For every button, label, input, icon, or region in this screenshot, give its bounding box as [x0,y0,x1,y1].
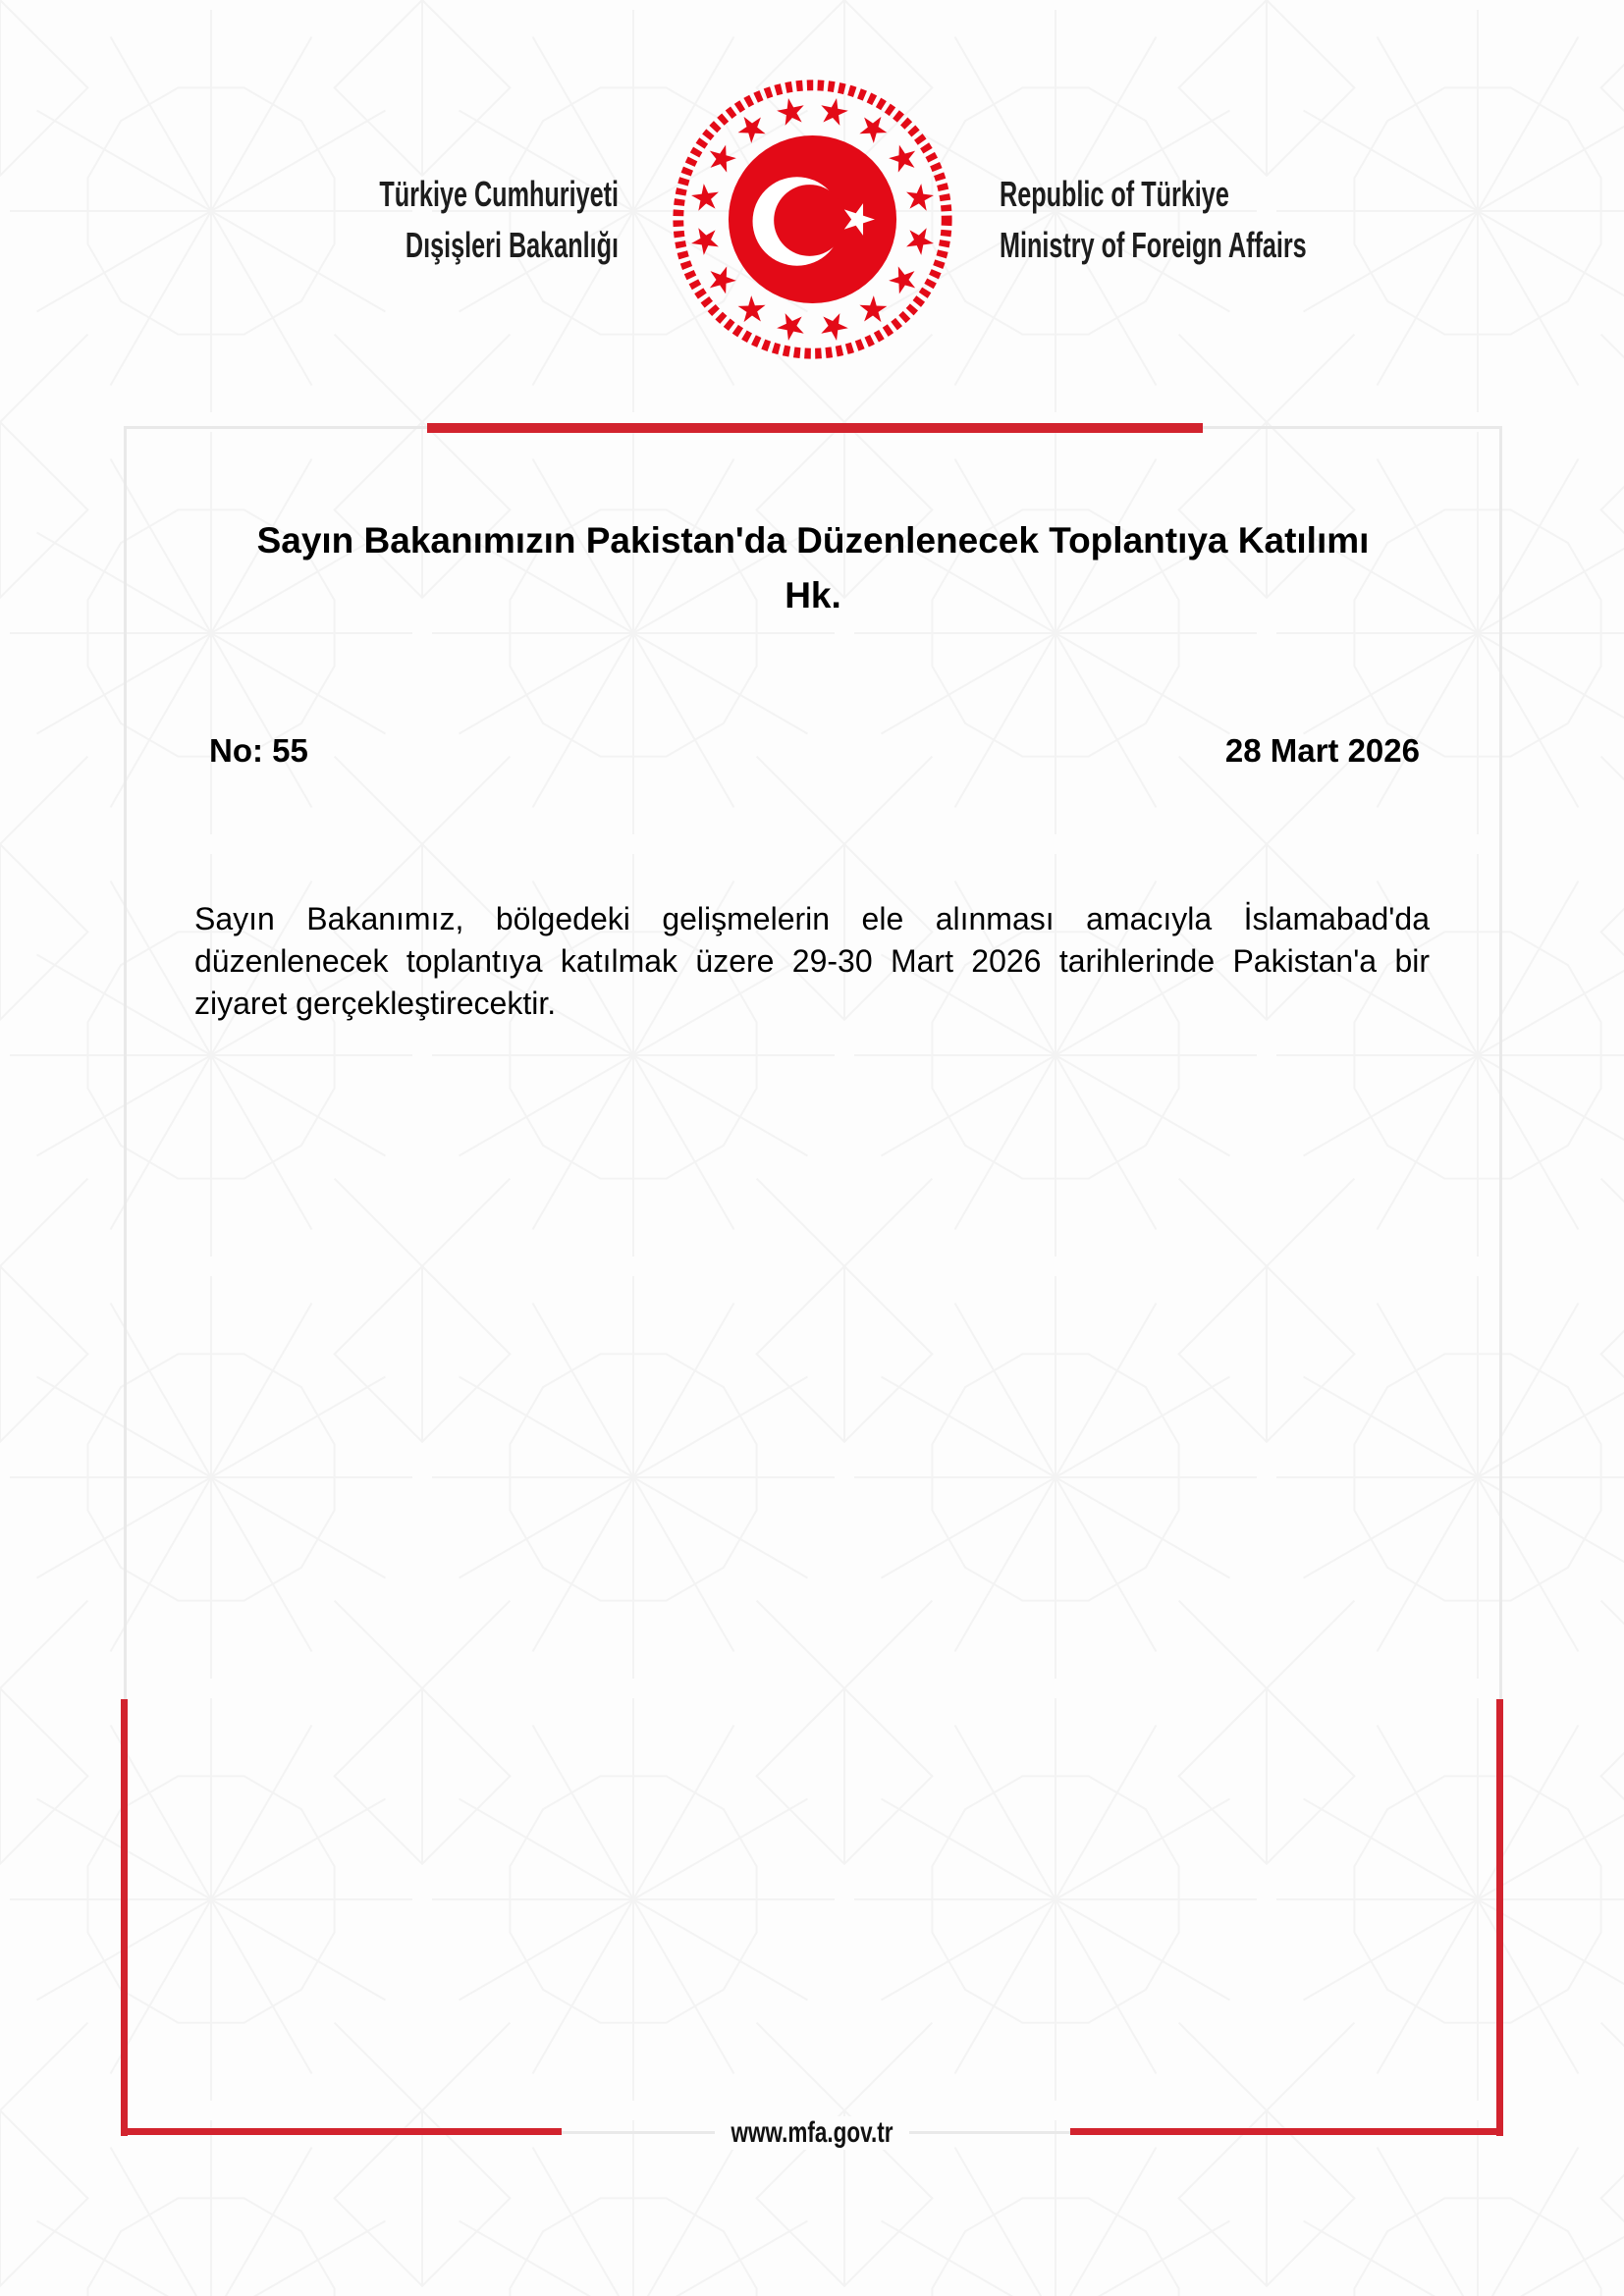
page-title [124,513,1502,623]
ministry-name-english-line2: Ministry of Foreign Affairs [1000,225,1307,265]
frame-red-right-border [1496,1699,1503,2136]
ministry-name-turkish [296,169,619,271]
body-line: ziyaret gerçekleştirecektir. [194,986,557,1021]
ministry-name-english-line1: Republic of Türkiye [1000,174,1229,214]
document-date: 28 Mart 2026 [1224,732,1420,769]
footer-url: www.mfa.gov.tr [715,2116,909,2150]
page-title-line1: Sayın Bakanımızın Pakistan'da Düzenlenecek Toplantıya Katılımı [256,520,1370,561]
mfa-emblem-icon [668,75,957,364]
document-meta-row [209,732,1420,770]
ministry-name-english [1000,169,1384,271]
red-divider-bar [427,423,1203,433]
emblem-crescent-inner [774,185,845,256]
page-title-line2: Hk. [785,575,841,615]
body-paragraph [194,898,1430,1025]
body-line: Sayın Bakanımız, bölgedeki gelişmelerin ele alınması amacıyla İslamabad'da [194,901,1430,936]
ministry-name-turkish-line1: Türkiye Cumhuriyeti [379,174,619,214]
document-number: No: 55 [209,732,308,769]
document-frame [124,426,1502,2134]
footer [0,2110,1624,2156]
ministry-name-turkish-line2: Dışişleri Bakanlığı [405,225,619,265]
frame-red-left-border [121,1699,128,2136]
body-line: düzenlenecek toplantıya katılmak üzere 29-30 Mart 2026 tarihlerinde Pakistan'a bir [194,943,1430,979]
